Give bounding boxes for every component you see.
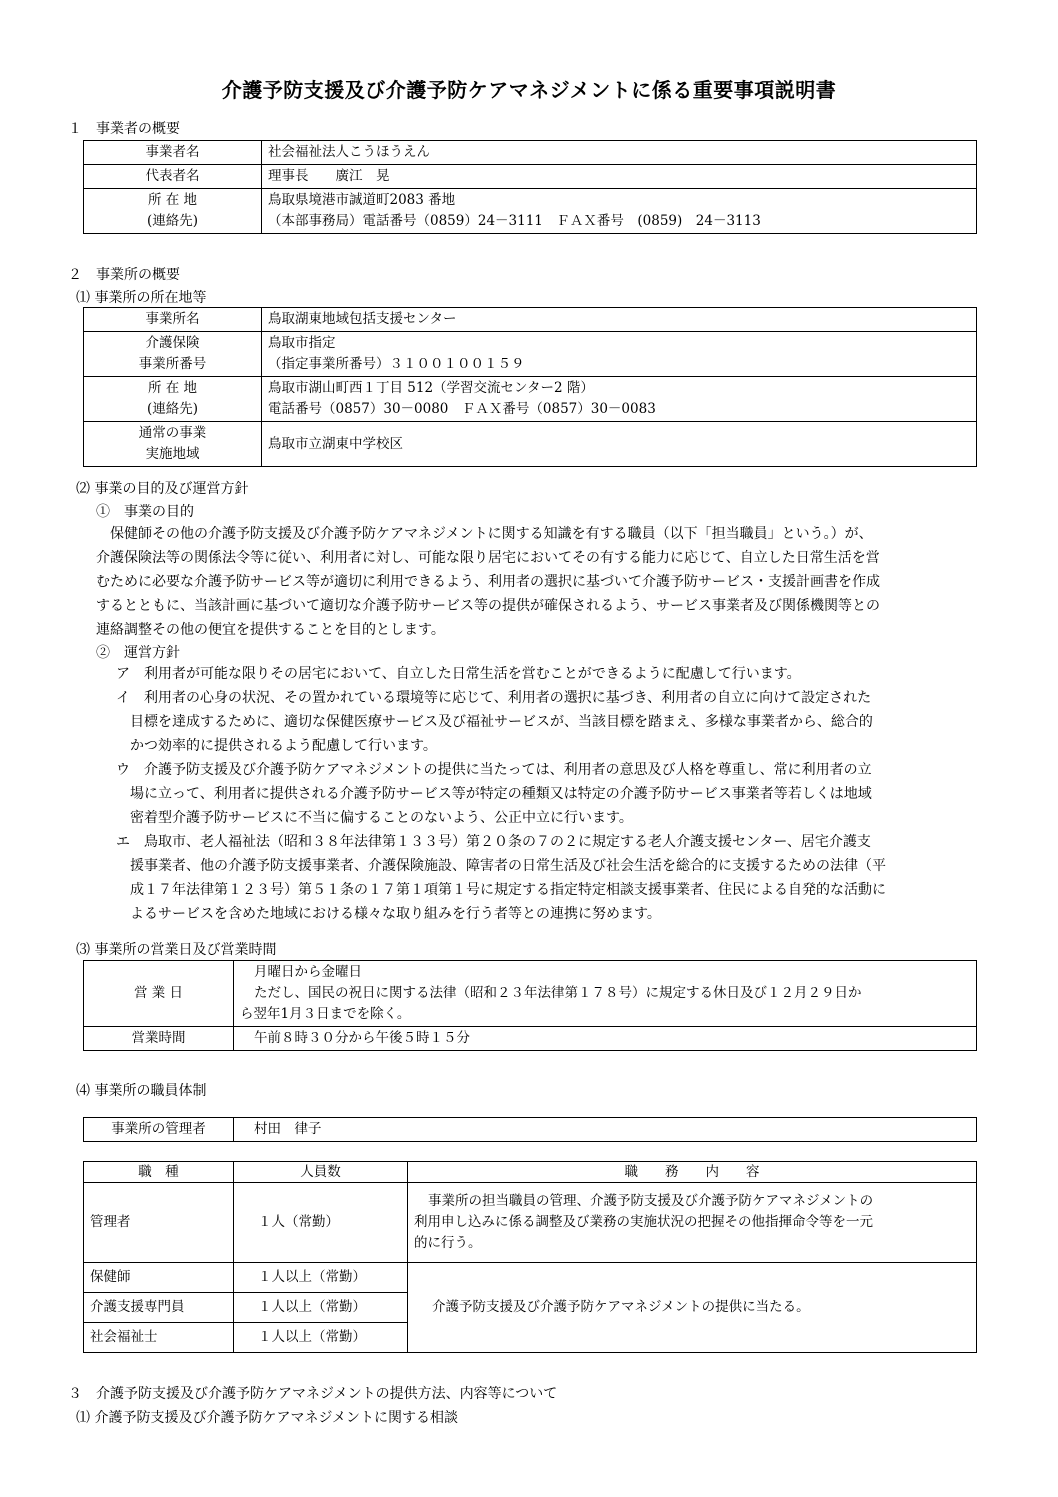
label-line: 所 在 地: [147, 380, 198, 396]
policy-mark: エ: [116, 834, 130, 850]
operator-address-value: [262, 189, 977, 234]
business-hours-value: 午前８時３０分から午後５時１５分: [234, 1027, 977, 1051]
policy-text: 援事業者、他の介護予防支援事業者、介護保険施設、障害者の日常生活及び社会生活を総合的に支援するための法律（平: [130, 858, 886, 874]
office-address-value: [262, 377, 977, 422]
table-row: [84, 165, 977, 189]
table-row: [84, 189, 977, 234]
policy-heading: ② 運営方針: [96, 645, 180, 661]
duty-line: 的に行う。: [414, 1235, 482, 1251]
contact-label-line: (連絡先): [146, 213, 199, 229]
duty-line: 事業所の担当職員の管理、介護予防支援及び介護予防ケアマネジメントの: [428, 1193, 874, 1209]
purpose-line: むために必要な介護予防サービス等が適切に利用できるよう、利用者の選択に基づいて介護予防サービス・支援計画書を作成: [96, 574, 880, 590]
policy-item-u: [116, 758, 886, 830]
policy-text: 鳥取市、老人福祉法（昭和３８年法律第１３３号）第２０条の７の２に規定する老人介護支援センター、居宅介護支: [144, 834, 871, 850]
section2-heading: ２ 事業所の概要: [68, 267, 180, 283]
policy-item-i: [116, 686, 886, 758]
table-row: [84, 1183, 977, 1263]
purpose-line: 介護保険法等の関係法令等に従い、利用者に対し、可能な限り居宅においてその有する能力に応じて、自立した日常生活を営: [96, 550, 880, 566]
table-row: [84, 308, 977, 332]
office-location-table: [83, 307, 977, 467]
section3-heading: ３ 介護予防支援及び介護予防ケアマネジメントの提供方法、内容等について: [68, 1386, 558, 1402]
address-line: 鳥取県境港市誠道町2083 番地: [268, 192, 456, 208]
policy-text: 利用者が可能な限りその居宅において、自立した日常生活を営むことができるように配慮して行います。: [144, 666, 801, 682]
business-days-value: [234, 961, 977, 1027]
office-name-label: 事業所名: [84, 308, 262, 332]
value-line: 月曜日から金曜日: [254, 964, 362, 980]
policy-text: 目標を達成するために、適切な保健医療サービス及び福祉サービスが、当該目標を踏まえ、多様な事業者から、総合的: [130, 714, 873, 730]
purpose-line: 連絡調整その他の便宜を提供することを目的とします。: [96, 622, 445, 638]
operator-address-label: [84, 189, 262, 234]
policy-text: かつ効率的に提供されるよう配慮して行います。: [130, 738, 437, 754]
duty-line: 利用申し込みに係る調整及び業務の実施状況の把握その他指揮命令等を一元: [414, 1214, 873, 1230]
operator-name-value: 社会福祉法人こうほうえん: [262, 141, 977, 165]
value-line: 電話番号（0857）30－0080 ＦＡＸ番号（0857）30－0083: [268, 401, 656, 417]
label-line: 実施地域: [145, 446, 200, 462]
address-label-line: 所 在 地: [147, 192, 198, 208]
table-row: [84, 422, 977, 467]
purpose-line: するとともに、当該計画に基づいて適切な介護予防サービス等の提供が確保されるよう、サービス事業者及び関係機関等との: [96, 598, 880, 614]
insurance-number-label: [84, 332, 262, 377]
policy-mark: イ: [116, 690, 130, 706]
policy-list: [116, 662, 886, 926]
label-line: 事業所番号: [138, 356, 207, 372]
value-line: 鳥取市指定: [268, 335, 336, 351]
manager-table: [83, 1117, 977, 1142]
section2-sub3-heading: ⑶ 事業所の営業日及び営業時間: [76, 942, 277, 958]
column-header: 職 務 内 容: [408, 1162, 977, 1183]
staff-type: 保健師: [84, 1263, 234, 1293]
manager-value: 村田 律子: [234, 1118, 977, 1142]
policy-mark: ア: [116, 666, 130, 682]
value-line: ら翌年1月３日までを除く。: [240, 1006, 411, 1022]
policy-text: 場に立って、利用者に提供される介護予防サービス等が特定の種類又は特定の介護予防サービス事業者等若しくは地域: [130, 786, 872, 802]
business-hours-label: 営業時間: [84, 1027, 234, 1051]
policy-mark: ウ: [116, 762, 130, 778]
table-row: [84, 1118, 977, 1142]
staff-type: 社会福祉士: [84, 1323, 234, 1353]
staff-duty: 介護予防支援及び介護予防ケアマネジメントの提供に当たる。: [408, 1263, 977, 1353]
purpose-paragraph: [96, 522, 880, 642]
staff-count: １人以上（常勤）: [234, 1323, 408, 1353]
representative-label: 代表者名: [84, 165, 262, 189]
section1-heading: １ 事業者の概要: [68, 121, 180, 137]
operator-name-label: 事業者名: [84, 141, 262, 165]
table-row: [84, 332, 977, 377]
label-line: (連絡先): [146, 401, 199, 417]
policy-text: 成１７年法律第１２３号）第５１条の１７第１項第１号に規定する指定特定相談支援事業者、住民による自発的な活動に: [130, 882, 886, 898]
staff-type: 介護支援専門員: [84, 1293, 234, 1323]
section2-sub4-heading: ⑷ 事業所の職員体制: [76, 1083, 207, 1099]
purpose-line: 保健師その他の介護予防支援及び介護予防ケアマネジメントに関する知識を有する職員（以下「担当職員」という。）が、: [110, 526, 873, 542]
section2-sub2-heading: ⑵ 事業の目的及び運営方針: [76, 481, 249, 497]
policy-text: 介護予防支援及び介護予防ケアマネジメントの提供に当たっては、利用者の意思及び人格を尊重し、常に利用者の立: [144, 762, 872, 778]
insurance-number-value: [262, 332, 977, 377]
table-row: [84, 377, 977, 422]
business-hours-table: [83, 960, 977, 1051]
policy-text: よるサービスを含めた地域における様々な取り組みを行う者等との連携に努めます。: [130, 906, 661, 922]
label-line: 通常の事業: [138, 425, 207, 441]
value-line: 鳥取市湖山町西１丁目 512（学習交流センター2 階）: [268, 380, 594, 396]
staff-type: 管理者: [84, 1183, 234, 1263]
document-title: 介護予防支援及び介護予防ケアマネジメントに係る重要事項説明書: [221, 78, 837, 102]
office-address-label: [84, 377, 262, 422]
staff-count: １人以上（常勤）: [234, 1293, 408, 1323]
column-header: 人員数: [234, 1162, 408, 1183]
business-operator-table: [83, 140, 977, 234]
table-header-row: [84, 1162, 977, 1183]
section2-sub1-heading: ⑴ 事業所の所在地等: [76, 290, 207, 306]
contact-line: （本部事務局）電話番号（0859）24－3111 ＦＡＸ番号 (0859) 24－3113: [268, 213, 761, 229]
staff-count: １人以上（常勤）: [234, 1263, 408, 1293]
policy-text: 利用者の心身の状況、その置かれている環境等に応じて、利用者の選択に基づき、利用者の自立に向けて設定された: [144, 690, 872, 706]
policy-item-a: [116, 662, 886, 686]
table-row: [84, 961, 977, 1027]
purpose-heading: ① 事業の目的: [96, 504, 194, 520]
staff-duty: [408, 1183, 977, 1263]
value-line: （指定事業所番号）３１００１００１５９: [268, 356, 525, 372]
service-area-value: 鳥取市立湖東中学校区: [262, 422, 977, 467]
table-row: [84, 141, 977, 165]
column-header: 職 種: [84, 1162, 234, 1183]
staff-count: １人（常勤）: [234, 1183, 408, 1263]
staff-table: [83, 1161, 977, 1353]
office-name-value: 鳥取湖東地域包括支援センター: [262, 308, 977, 332]
business-days-label: 営 業 日: [84, 961, 234, 1027]
representative-value: 理事長 廣江 晃: [262, 165, 977, 189]
value-line: ただし、国民の祝日に関する法律（昭和２３年法律第１７８号）に規定する休日及び１２月２９日か: [254, 985, 862, 1001]
section3-sub1-heading: ⑴ 介護予防支援及び介護予防ケアマネジメントに関する相談: [76, 1410, 459, 1426]
label-line: 介護保険: [145, 335, 200, 351]
policy-item-e: [116, 830, 886, 926]
policy-text: 密着型介護予防サービスに不当に偏することのないよう、公正中立に行います。: [130, 810, 633, 826]
service-area-label: [84, 422, 262, 467]
table-row: [84, 1263, 977, 1293]
manager-label: 事業所の管理者: [84, 1118, 234, 1142]
table-row: [84, 1027, 977, 1051]
